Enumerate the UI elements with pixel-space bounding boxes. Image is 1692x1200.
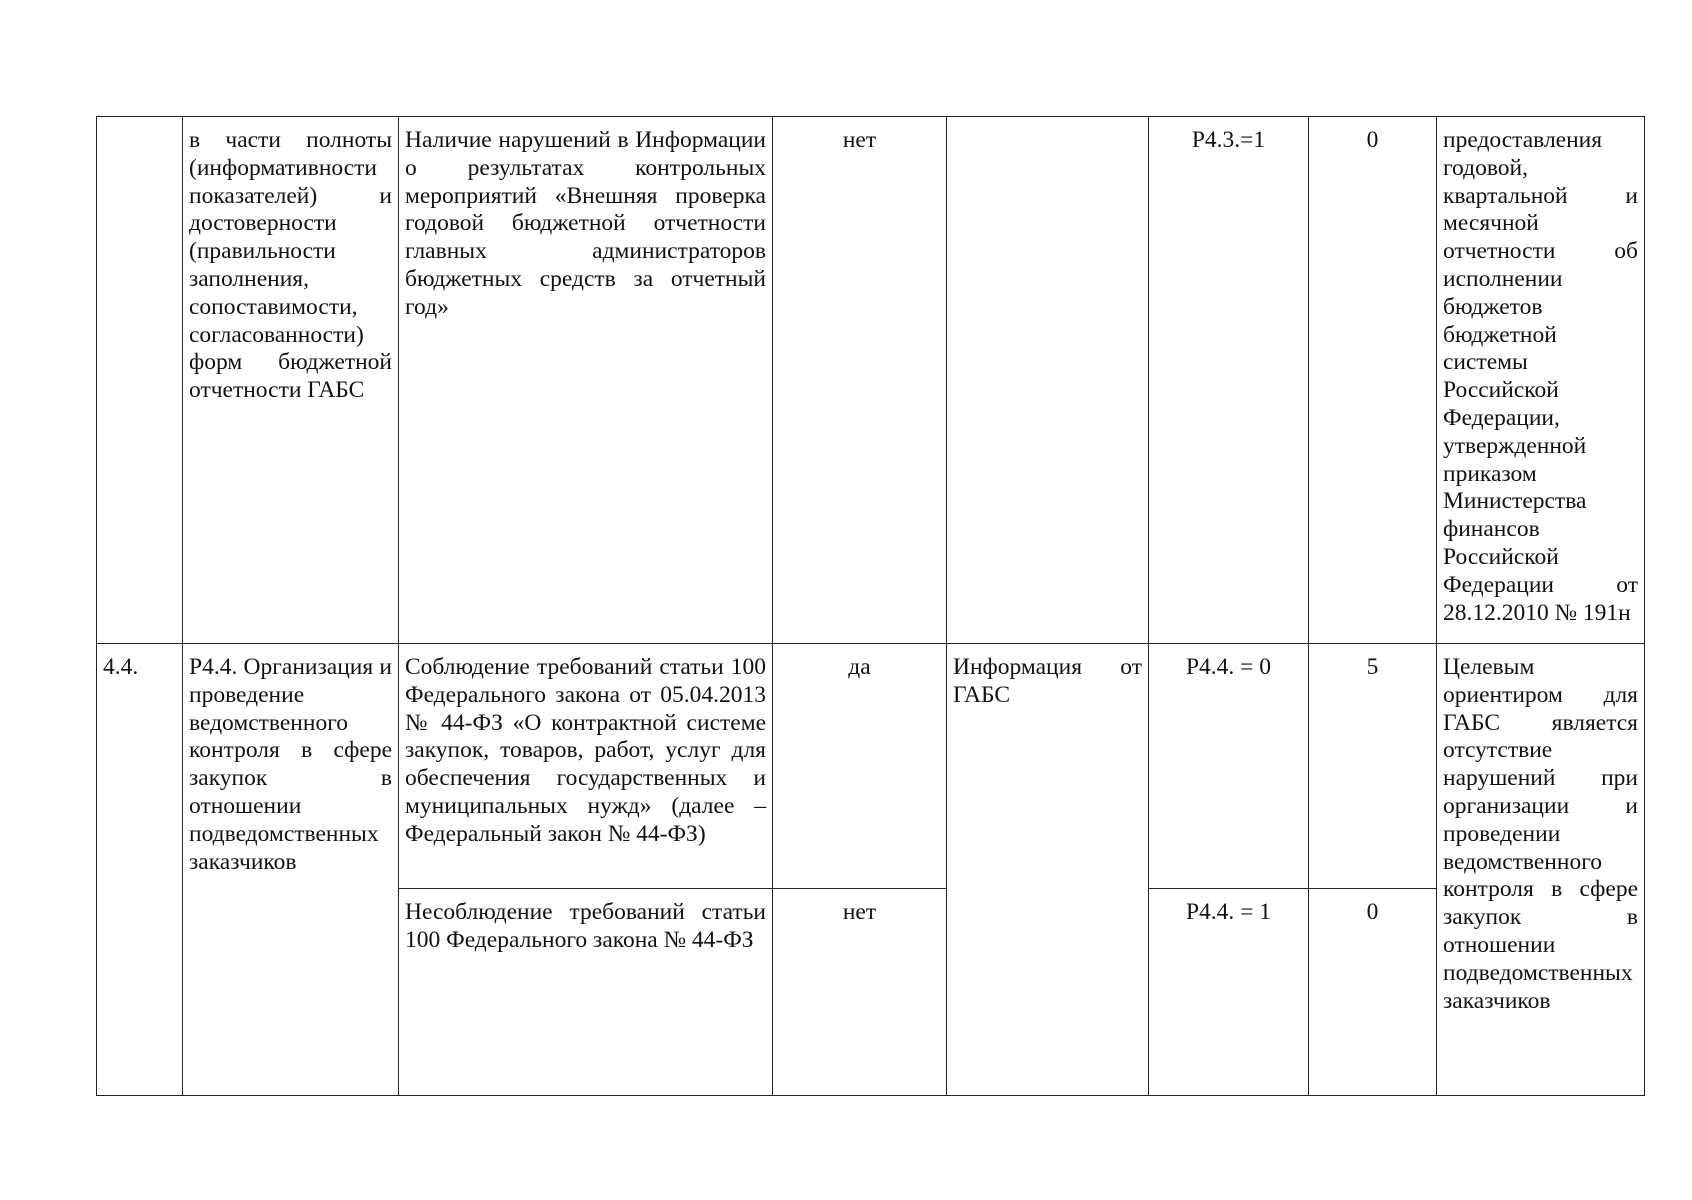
criteria-table	[96, 116, 1645, 1096]
table-row-4-3-continued	[97, 117, 1645, 644]
source-cell: Информация от ГАБС	[947, 644, 1149, 1096]
table-row-4-4-a	[97, 644, 1645, 889]
condition-cell: Соблюдение требований статьи 100 Федерального закона от 05.04.2013 № 44-ФЗ «О контрактной системе закупок, товаров, работ, услуг для обеспечения государственных и муниципальных нужд» (далее – Федеральный закон № 44-ФЗ)	[399, 644, 773, 889]
score-cell: 0	[1309, 117, 1437, 644]
score-cell: 0	[1309, 889, 1437, 1096]
criterion-cell: в части полноты (информативности показателей) и достоверности (правильности заполнения, сопоставимости, согласованности) форм бюджетной отчетности ГАБС	[183, 117, 399, 644]
note-cell: предоставления годовой, квартальной и месячной отчетности об исполнении бюджетов бюджетной системы Российской Федерации, утвержденной приказом Министерства финансов Российской Федерации от 28.12.2010 № 191н	[1437, 117, 1645, 644]
answer-cell: нет	[773, 117, 947, 644]
note-cell: Целевым ориентиром для ГАБС является отсутствие нарушений при организации и проведении ведомственного контроля в сфере закупок в отношении подведомственных заказчиков	[1437, 644, 1645, 1096]
answer-cell: да	[773, 644, 947, 889]
criterion-cell: P4.4. Организация и проведение ведомственного контроля в сфере закупок в отношении подведомственных заказчиков	[183, 644, 399, 1096]
source-cell	[947, 117, 1149, 644]
formula-cell: P4.3.=1	[1149, 117, 1309, 644]
score-cell: 5	[1309, 644, 1437, 889]
condition-cell: Несоблюдение требований статьи 100 Федерального закона № 44-ФЗ	[399, 889, 773, 1096]
answer-cell: нет	[773, 889, 947, 1096]
condition-cell: Наличие нарушений в Информации о результатах контрольных мероприятий «Внешняя проверка годовой бюджетной отчетности главных администраторов бюджетных средств за отчетный год»	[399, 117, 773, 644]
formula-cell: P4.4. = 0	[1149, 644, 1309, 889]
row-number-cell	[97, 117, 183, 644]
formula-cell: P4.4. = 1	[1149, 889, 1309, 1096]
row-number-cell: 4.4.	[97, 644, 183, 1096]
